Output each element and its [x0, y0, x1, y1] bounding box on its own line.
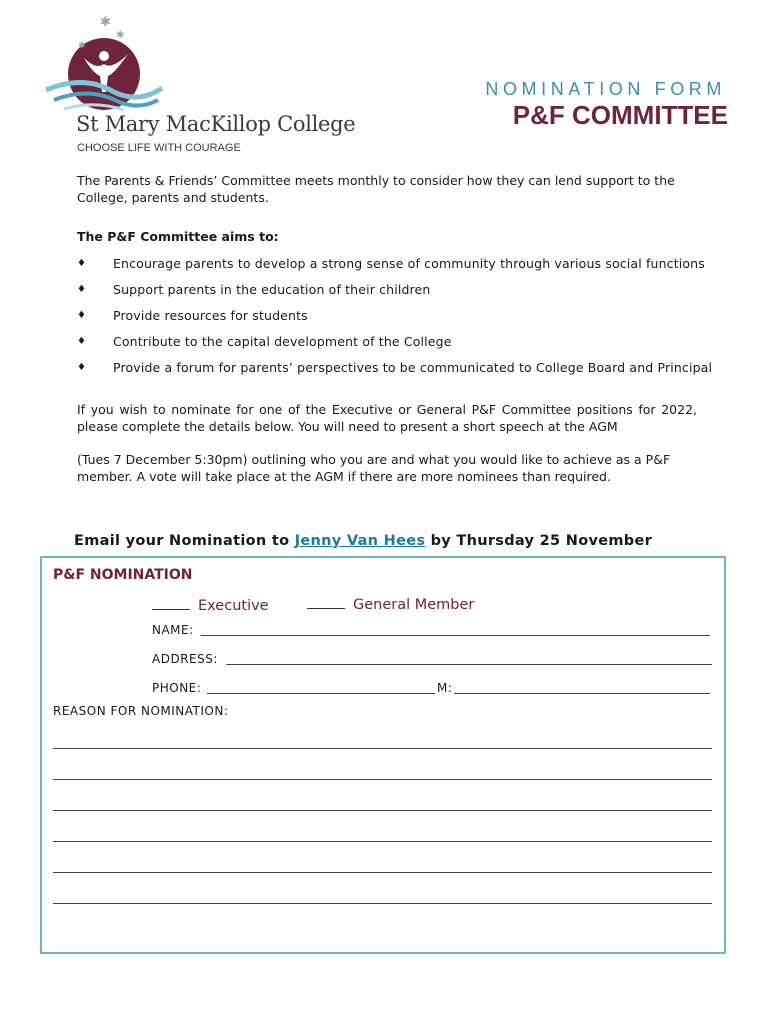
address-label: ADDRESS: [152, 652, 218, 666]
svg-text:✱: ✱ [78, 41, 86, 51]
executive-blank [152, 597, 190, 610]
intro-paragraph: The Parents & Friends’ Committee meets monthly to consider how they can lend support to the College, parents and students. [77, 173, 675, 205]
reason-line[interactable] [53, 841, 712, 842]
bullet-icon: ♦ [77, 284, 86, 295]
mobile-label: M: [437, 681, 453, 695]
name-field[interactable] [201, 635, 710, 636]
bullet-icon: ♦ [77, 258, 86, 269]
instructions-paragraph-2: (Tues 7 December 5:30pm) outlining who you are and what you would like to achieve as a P&F member. A vote will take place at the AGM if there are more nominees than required. [77, 452, 671, 484]
list-item: ♦ Provide a forum for parents’ perspectives to be communicated to College Board and Principal [77, 360, 713, 375]
address-field[interactable] [226, 664, 712, 665]
mobile-field[interactable] [454, 693, 710, 694]
phone-field[interactable] [207, 693, 435, 694]
svg-text:✱: ✱ [100, 15, 111, 30]
aims-list [77, 255, 737, 385]
nomination-form-title: P&F NOMINATION [53, 567, 193, 583]
aims-heading: The P&F Committee aims to: [77, 229, 279, 244]
option-executive[interactable]: Executive [152, 597, 269, 614]
bullet-icon: ♦ [77, 336, 86, 347]
college-name: St Mary MacKillop College [76, 112, 356, 136]
college-logo [44, 12, 164, 122]
svg-text:✱: ✱ [116, 30, 125, 41]
list-item: ♦ Contribute to the capital development of the College [77, 334, 452, 349]
list-item: ♦ Support parents in the education of their children [77, 282, 431, 297]
reason-line[interactable] [53, 779, 712, 780]
reason-line[interactable] [53, 872, 712, 873]
phone-label: PHONE: [152, 681, 202, 695]
instructions-paragraph: If you wish to nominate for one of the Executive or General P&F Committee positions for 2022, please complete the details below. You will need to present a short speech at the AGM [77, 402, 697, 434]
college-tagline: CHOOSE LIFE WITH COURAGE [77, 142, 241, 154]
general-member-blank [307, 596, 345, 609]
reason-line[interactable] [53, 810, 712, 811]
form-label: NOMINATION FORM [485, 79, 726, 99]
list-item: ♦ Provide resources for students [77, 308, 308, 323]
list-item: ♦ Encourage parents to develop a strong sense of community through various social functions [77, 256, 705, 271]
form-title: P&F COMMITTEE [512, 100, 728, 130]
option-general-member[interactable]: General Member [307, 596, 474, 613]
email-instruction: Email your Nomination to Jenny Van Hees by Thursday 25 November [74, 533, 653, 549]
reason-label: REASON FOR NOMINATION: [53, 704, 229, 718]
name-label: NAME: [152, 623, 194, 637]
bullet-icon: ♦ [77, 362, 86, 373]
reason-line[interactable] [53, 903, 712, 904]
contact-email-link[interactable]: Jenny Van Hees [294, 533, 426, 549]
reason-line[interactable] [53, 748, 712, 749]
nomination-form-box [40, 556, 726, 954]
bullet-icon: ♦ [77, 310, 86, 321]
